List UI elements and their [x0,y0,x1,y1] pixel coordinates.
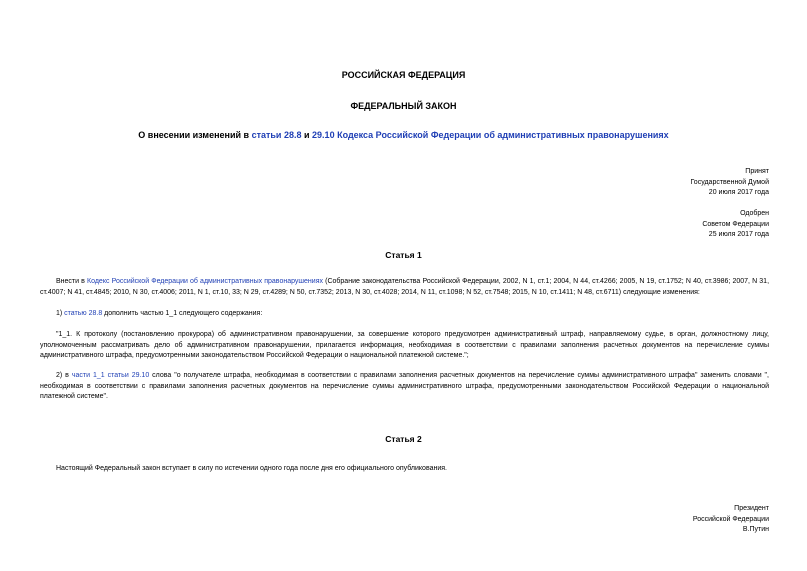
law-title-and: и [301,130,313,140]
adoption-line1: Принят [745,168,769,175]
approval-line3: 25 июля 2017 года [708,231,769,238]
link-article-28-8[interactable]: статьи 28.8 [251,130,302,140]
adoption-block [690,167,769,199]
link-part-1-1-article-29-10[interactable]: части 1_1 статьи 29.10 [71,372,150,379]
law-title [0,130,807,141]
adoption-line3: 20 июля 2017 года [708,189,769,196]
article1-intro-prefix: Внести в [56,278,88,285]
article2-text [40,464,769,475]
signature-block [693,504,769,536]
approval-block [702,209,769,241]
item2-prefix: 2) в [56,372,72,379]
approval-line2: Советом Федерации [702,220,769,228]
link-article-28-8-item[interactable]: статью 28.8 [64,310,103,317]
signature-line1: Президент [734,505,769,512]
article1-intro [40,277,769,298]
signature-line3: В.Путин [742,526,769,533]
link-article-29-10-koap[interactable]: 29.10 Кодекса Российской Федерации об административных правонарушениях [312,130,669,140]
adoption-line2: Государственной Думой [690,178,769,186]
quote-text: "1_1. К протоколу (постановлению прокурора) об административном правонарушении, за совершение которого предусмотрен административный штраф, направляемому судье, в орган, должностному лицу, уполномоченным рассматривать дело об административном правонарушении, прилагается информация, необходимая в соответствии с правилами заполнения расчетных документов на перечисление суммы административного штрафа, предусмотренными законодательством Российской Федерации о национальной платежной системе."; [40,331,769,359]
article1-quote [40,330,769,362]
link-koap-code[interactable]: Кодекс Российской Федерации об административных правонарушениях [87,278,323,285]
article2-title: Статья 2 [385,434,422,444]
item1-prefix: 1) [56,310,65,317]
country-heading: РОССИЙСКАЯ ФЕДЕРАЦИЯ [341,70,466,80]
article1-intro-rest: (Собрание законодательства Российской Федерации, 2002, N 1, ст.1; 2004, N 44, ст.4266; 2005, N 19, ст.1752; N 40, ст.3986; 2007, N 31, ст.4007; N 41, ст.4845; 2010, N 30, ст.4006; 2011, N 1, ст.10, 33; N 29, ст.4289; N 50, ст.7352; 2013, N 30, ст.4028; 2014, N 11, ст.1098; N 52, ст.7548; 2015, N 10, ст.1411; N 48, ст.6711) следующие изменения: [40,278,770,296]
approval-line1: Одобрен [740,210,769,217]
item2-rest: слова "о получателе штрафа, необходимая в соответствии с правилами заполнения расчетных документов на перечисление суммы административного штрафа" заменить словами ", необходимая в соответствии с правилами заполнения расчетных документов на перечисление суммы административного штрафа, предусмотренными законодательством Российской Федерации о национальной платежной системе". [40,372,769,400]
doc-type-heading: ФЕДЕРАЛЬНЫЙ ЗАКОН [350,101,457,111]
signature-line2: Российской Федерации [692,515,769,523]
item1-rest: дополнить частью 1_1 следующего содержания: [102,310,263,317]
article1-item1 [40,309,769,320]
article2-body: Настоящий Федеральный закон вступает в силу по истечении одного года после дня его официального опубликования. [56,465,447,472]
article1-title: Статья 1 [385,250,422,260]
law-title-prefix: О внесении изменений в [138,130,252,140]
article1-item2 [40,371,769,403]
